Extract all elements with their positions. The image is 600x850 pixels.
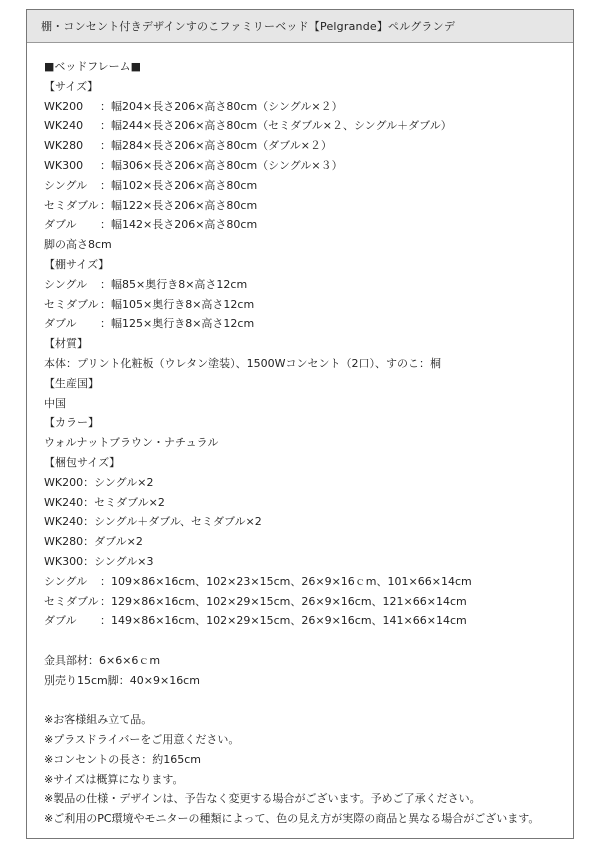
size-key: セミダブル bbox=[44, 198, 99, 212]
size-key: WK280 bbox=[44, 139, 84, 153]
size-value: 幅306×長さ206×高さ80cm（シングル×３） bbox=[111, 158, 343, 172]
page-title: 棚・コンセント付きデザインすのこファミリーベッド【Pelgrande】ペルグランデ bbox=[41, 20, 456, 33]
package-row: セミダブル ： 129×86×16cm、102×29×15cm、26×9×16cm、121×66×14cm bbox=[44, 592, 573, 612]
shelf-key: セミダブル bbox=[44, 297, 99, 311]
size-row: シングル ： 幅102×長さ206×高さ80cm bbox=[44, 176, 573, 196]
note-line: ※コンセントの長さ：約165cm bbox=[44, 752, 201, 766]
package-key: シングル bbox=[44, 574, 88, 588]
header-bar bbox=[27, 10, 573, 43]
section-title: ■ベッドフレーム■ bbox=[44, 60, 142, 73]
package-line: WK300：シングル×3 bbox=[44, 554, 154, 568]
note-line: ※お客様組み立て品。 bbox=[44, 713, 153, 727]
package-value: 109×86×16cm、102×23×15cm、26×9×16ｃm、101×66×14cm bbox=[111, 574, 472, 588]
origin-text: 中国 bbox=[44, 396, 66, 410]
size-heading: 【サイズ】 bbox=[44, 79, 99, 93]
package-key: セミダブル bbox=[44, 594, 99, 608]
shelf-row: シングル ： 幅85×奥行き8×高さ12cm bbox=[44, 275, 573, 295]
shelf-key: ダブル bbox=[44, 317, 77, 331]
shelf-row: ダブル ： 幅125×奥行き8×高さ12cm bbox=[44, 314, 573, 334]
note-line: ※サイズは概算になります。 bbox=[44, 772, 184, 786]
extra-leg-text: 別売り15cm脚：40×9×16cm bbox=[44, 673, 200, 687]
material-text: 本体：プリント化粧板（ウレタン塗装）、1500Wコンセント（2口）、すのこ：桐 bbox=[44, 356, 441, 370]
size-value: 幅244×長さ206×高さ80cm（セミダブル×２、シングル＋ダブル） bbox=[111, 119, 452, 133]
hardware-text: 金具部材：6×6×6ｃm bbox=[44, 653, 161, 667]
shelf-heading: 【棚サイズ】 bbox=[44, 257, 110, 271]
size-key: WK200 bbox=[44, 99, 84, 113]
package-key: ダブル bbox=[44, 614, 77, 628]
size-key: シングル bbox=[44, 178, 88, 192]
package-row: ダブル ： 149×86×16cm、102×29×15cm、26×9×16cm、141×66×14cm bbox=[44, 611, 573, 631]
package-value: 129×86×16cm、102×29×15cm、26×9×16cm、121×66×14cm bbox=[111, 594, 467, 608]
size-key: WK300 bbox=[44, 158, 84, 172]
size-row: WK200 ： 幅204×長さ206×高さ80cm（シングル×２） bbox=[44, 97, 573, 117]
color-text: ウォルナットブラウン・ナチュラル bbox=[44, 436, 219, 450]
size-key: ダブル bbox=[44, 218, 77, 232]
package-line: WK240：シングル＋ダブル、セミダブル×2 bbox=[44, 515, 262, 529]
shelf-value: 幅105×奥行き8×高さ12cm bbox=[111, 297, 255, 311]
package-value: 149×86×16cm、102×29×15cm、26×9×16cm、141×66×14cm bbox=[111, 614, 467, 628]
size-value: 幅284×長さ206×高さ80cm（ダブル×２） bbox=[111, 139, 332, 153]
size-value: 幅102×長さ206×高さ80cm bbox=[111, 178, 258, 192]
size-row: WK300 ： 幅306×長さ206×高さ80cm（シングル×３） bbox=[44, 156, 573, 176]
size-key: WK240 bbox=[44, 119, 84, 133]
note-line: ※ご利用のPC環境やモニターの種類によって、色の見え方が実際の商品と異なる場合がございます。 bbox=[44, 812, 540, 826]
shelf-value: 幅125×奥行き8×高さ12cm bbox=[111, 317, 255, 331]
size-row: セミダブル ： 幅122×長さ206×高さ80cm bbox=[44, 196, 573, 216]
package-row: シングル ： 109×86×16cm、102×23×15cm、26×9×16ｃm、101×66×14cm bbox=[44, 572, 573, 592]
shelf-key: シングル bbox=[44, 277, 88, 291]
origin-heading: 【生産国】 bbox=[44, 376, 99, 390]
size-value: 幅142×長さ206×高さ80cm bbox=[111, 218, 258, 232]
package-line: WK240：セミダブル×2 bbox=[44, 495, 165, 509]
package-line: WK280：ダブル×2 bbox=[44, 535, 143, 549]
size-value: 幅122×長さ206×高さ80cm bbox=[111, 198, 258, 212]
spec-panel bbox=[26, 9, 574, 839]
color-heading: 【カラー】 bbox=[44, 416, 99, 430]
spec-content bbox=[27, 43, 573, 829]
shelf-row: セミダブル ： 幅105×奥行き8×高さ12cm bbox=[44, 295, 573, 315]
leg-height: 脚の高さ8cm bbox=[44, 238, 112, 252]
note-line: ※製品の仕様・デザインは、予告なく変更する場合がございます。予めご了承ください。 bbox=[44, 792, 481, 806]
package-heading: 【梱包サイズ】 bbox=[44, 455, 121, 469]
shelf-value: 幅85×奥行き8×高さ12cm bbox=[111, 277, 248, 291]
material-heading: 【材質】 bbox=[44, 337, 88, 351]
size-row: WK280 ： 幅284×長さ206×高さ80cm（ダブル×２） bbox=[44, 136, 573, 156]
size-value: 幅204×長さ206×高さ80cm（シングル×２） bbox=[111, 99, 343, 113]
size-row: ダブル ： 幅142×長さ206×高さ80cm bbox=[44, 215, 573, 235]
size-row: WK240 ： 幅244×長さ206×高さ80cm（セミダブル×２、シングル＋ダブル） bbox=[44, 116, 573, 136]
package-line: WK200：シングル×2 bbox=[44, 475, 154, 489]
note-line: ※プラスドライバーをご用意ください。 bbox=[44, 733, 240, 747]
